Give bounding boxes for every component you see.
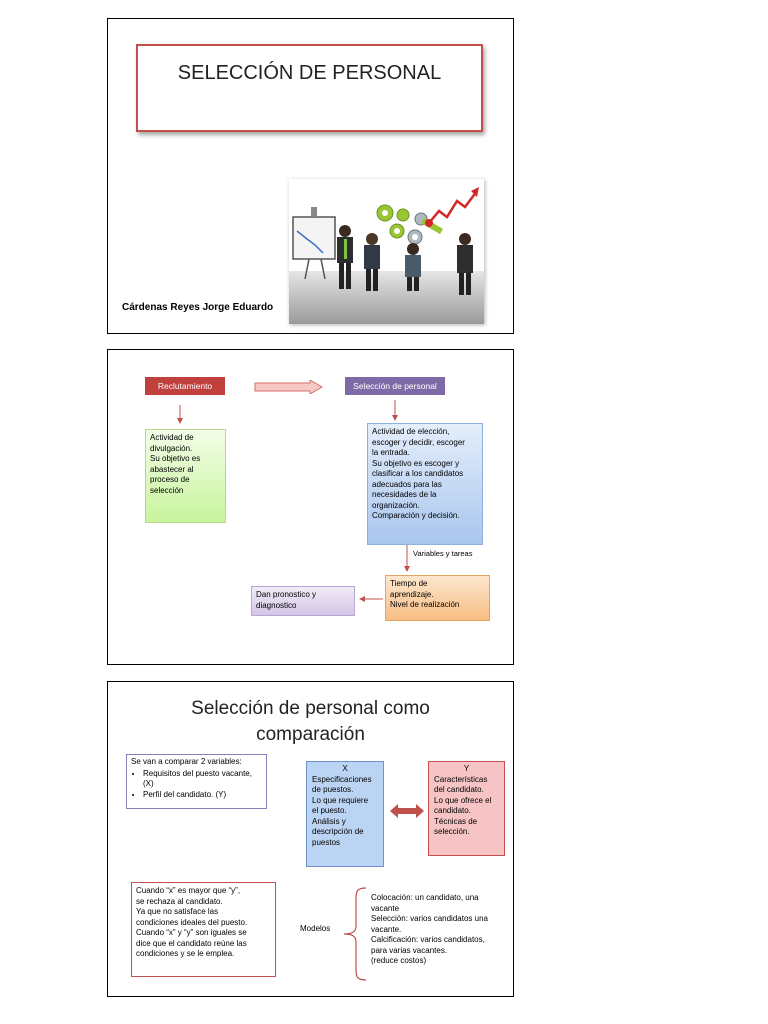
brace-icon (342, 886, 368, 982)
y-line: Lo que ofrece el (434, 795, 492, 805)
title-line: Selección de personal como (191, 698, 430, 719)
task-line: Nivel de realización (390, 600, 460, 609)
title-frame (136, 44, 483, 132)
result-line: Dan pronostico y (256, 590, 317, 599)
rule-line: condiciones y se le emplea. (136, 949, 235, 958)
task-line: aprendizaje. (390, 589, 434, 599)
x-heading: X (342, 764, 348, 773)
down-arrow-icon (390, 400, 400, 422)
recruit-line: Actividad de (150, 433, 194, 442)
rule-line: Ya que no satisface las (136, 907, 219, 916)
model-line: vacante. (371, 924, 402, 934)
x-line: Análisis y (312, 816, 346, 826)
x-variable-box (306, 761, 384, 867)
x-line: el puesto. (312, 806, 347, 815)
slide-selection-comparison (107, 681, 514, 997)
recruitment-description (145, 429, 226, 523)
rule-line: se rechaza al candidato. (136, 896, 223, 906)
slide-recruitment-vs-selection (107, 349, 514, 665)
recruit-line: proceso de (150, 475, 190, 484)
left-arrow-icon (359, 594, 383, 604)
double-arrow-icon (390, 803, 424, 819)
selection-line: Su objetivo es escoger y (372, 458, 460, 468)
selection-line: Actividad de elección, (372, 427, 450, 436)
y-line: Técnicas de (434, 816, 478, 826)
rule-line: Cuando “x” es mayor que “y”, (136, 886, 241, 895)
models-label: Modelos (300, 924, 331, 933)
selection-line: adecuados para las (372, 479, 442, 489)
y-line: del candidato. (434, 785, 484, 794)
recruit-line: selección (150, 485, 184, 495)
selection-line: Comparación y decisión. (372, 511, 460, 520)
author-name: Cárdenas Reyes Jorge Eduardo (122, 302, 274, 313)
slide-title (107, 18, 514, 334)
slide-title-text: SELECCIÓN DE PERSONAL (177, 62, 442, 84)
down-arrow-icon (175, 405, 185, 425)
rule-line: dice que el candidato reúne las (136, 938, 247, 948)
x-line: Especificaciones (312, 774, 372, 784)
result-line: diagnostico (256, 600, 297, 610)
x-line: descripción de (312, 827, 364, 836)
compare-variables-box (126, 754, 267, 809)
compare-intro: Se van a comparar 2 variables: (131, 757, 242, 766)
decision-rule-box (131, 882, 276, 977)
model-line: vacante (371, 903, 400, 913)
models-list (371, 893, 511, 967)
model-line: Selección: varios candidatos una (371, 914, 488, 923)
slide3-title (108, 696, 513, 748)
selection-label: Selección de personal (345, 377, 445, 395)
title-line: comparación (256, 724, 365, 745)
right-arrow-icon (254, 380, 324, 394)
y-line: candidato. (434, 806, 471, 815)
y-variable-box (428, 761, 505, 856)
selection-line: necesidades de la (372, 490, 437, 499)
recruit-line: abastecer al (150, 464, 194, 474)
x-line: de puestos. (312, 785, 354, 794)
model-line: (reduce costos) (371, 956, 427, 965)
y-line: Características (434, 774, 488, 784)
down-arrow-icon (402, 545, 412, 573)
y-line: selección. (434, 827, 470, 836)
model-line: para varias vacantes. (371, 945, 448, 955)
x-line: puestos (312, 837, 341, 847)
task-line: Tiempo de (390, 579, 428, 588)
model-line: Calcificación: varios candidatos, (371, 935, 485, 944)
list-item: • Perfil del candidato. (Y) (143, 790, 262, 801)
prognosis-box (251, 586, 355, 616)
selection-line: organización. (372, 500, 420, 510)
y-heading: Y (463, 764, 470, 773)
recruit-line: Su objetivo es (150, 454, 201, 463)
selection-line: escoger y decidir, escoger (372, 437, 465, 447)
selection-line: clasificar a los candidatos (372, 469, 464, 478)
selection-line: la entrada. (372, 448, 410, 457)
business-team-gears-illustration (289, 179, 484, 324)
selection-description (367, 423, 483, 545)
recruit-line: divulgación. (150, 443, 193, 453)
model-line: Colocación: un candidato, una (371, 893, 479, 902)
compare-list (131, 769, 262, 801)
variables-label: Variables y tareas (413, 549, 473, 558)
x-line: Lo que requiere (312, 795, 369, 805)
recruitment-label: Reclutamiento (145, 377, 225, 395)
rule-line: Cuando “x” y “y” son iguales se (136, 928, 247, 937)
tasks-box (385, 575, 490, 621)
list-item: • Requisitos del puesto vacante, (X) (143, 769, 262, 790)
rule-line: condiciones ideales del puesto. (136, 917, 248, 927)
